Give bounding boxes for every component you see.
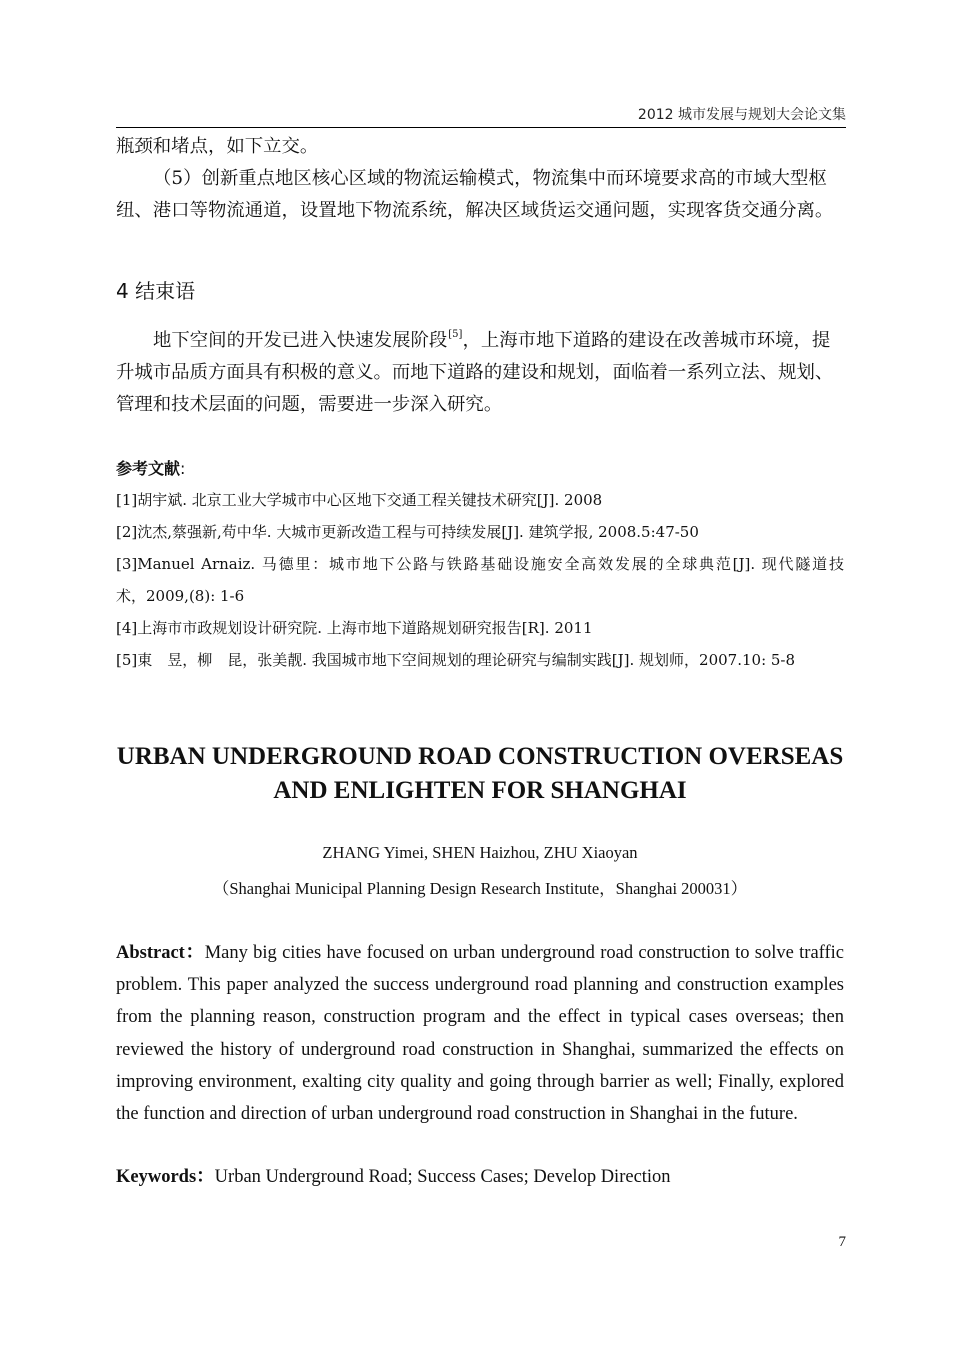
english-affiliation: （Shanghai Municipal Planning Design Research Institute，Shanghai 200031） bbox=[212, 879, 748, 898]
reference-item-4: [4]上海市市政规划设计研究院. 上海市地下道路规划研究报告[R]. 2011 bbox=[116, 619, 593, 637]
running-header: 2012 城市发展与规划大会论文集 bbox=[637, 107, 846, 123]
reference-item-3-continued: 术，2009,(8): 1-6 bbox=[116, 587, 245, 605]
english-title-line-2: AND ENLIGHTEN FOR SHANGHAI bbox=[273, 777, 687, 804]
keywords-label: Keywords： bbox=[116, 1167, 215, 1187]
header-rule bbox=[116, 127, 846, 128]
conclusion-text-b: ，上海市地下道路的建设在改善城市环境，提升城市品质方面具有积极的意义。而地下道路的建设和规划，面临着一系列立法、规划、管理和技术层面的问题，需要进一步深入研究。 bbox=[116, 330, 834, 415]
references-heading bbox=[116, 456, 185, 479]
reference-item-2: [2]沈杰,蔡强新,苟中华. 大城市更新改造工程与可持续发展[J]. 建筑学报, 2008.5:47-50 bbox=[116, 523, 699, 541]
conclusion-text-a: 地下空间的开发已进入快速发展阶段 bbox=[153, 330, 448, 351]
citation-mark: [5] bbox=[448, 329, 463, 340]
item-5-paragraph bbox=[116, 163, 844, 227]
conclusion-paragraph bbox=[116, 325, 844, 421]
english-title-line-1: URBAN UNDERGROUND ROAD CONSTRUCTION OVERSEAS bbox=[116, 743, 844, 770]
abstract-text: Many big cities have focused on urban underground road construction to solve traffic problem. This paper analyzed the success underground road planning and construction examples from the planning reason, construction program and the effect in typical cases overseas; then reviewed the history of underground road construction in Shanghai, summarized the effects on improving environment, exalting city quality and going through barrier as well; Finally, explored the function and direction of urban underground road construction in Shanghai in the future. bbox=[116, 943, 845, 1125]
item-5-text: （5）创新重点地区核心区域的物流运输模式，物流集中而环境要求高的市域大型枢纽、港口等物流通道，设置地下物流系统，解决区域货运交通问题，实现客货交通分离。 bbox=[116, 168, 834, 221]
abstract-label: Abstract： bbox=[116, 943, 205, 963]
page-number: 7 bbox=[838, 1234, 846, 1250]
references-title: 参考文献 bbox=[116, 459, 181, 478]
keywords-text: Urban Underground Road; Success Cases; Develop Direction bbox=[214, 1167, 671, 1187]
reference-item-3: [3]Manuel Arnaiz. 马德里：城市地下公路与铁路基础设施安全高效发展的全球典范[J]. 现代隧道技 bbox=[116, 555, 844, 573]
reference-item-1: [1]胡宇斌. 北京工业大学城市中心区地下交通工程关键技术研究[J]. 2008 bbox=[116, 491, 603, 509]
reference-item-5: [5]東 昱，柳 昆，张美靓. 我国城市地下空间规划的理论研究与编制实践[J]. 规划师，2007.10: 5-8 bbox=[116, 651, 796, 669]
continuation-paragraph: 瓶颈和堵点，如下立交。 bbox=[116, 136, 319, 157]
section-4-title: 4 结束语 bbox=[116, 279, 196, 303]
english-keywords bbox=[116, 1162, 844, 1188]
english-title bbox=[116, 740, 844, 808]
references-colon: : bbox=[180, 459, 186, 478]
english-authors: ZHANG Yimei, SHEN Haizhou, ZHU Xiaoyan bbox=[322, 843, 638, 862]
english-abstract bbox=[116, 937, 844, 1130]
